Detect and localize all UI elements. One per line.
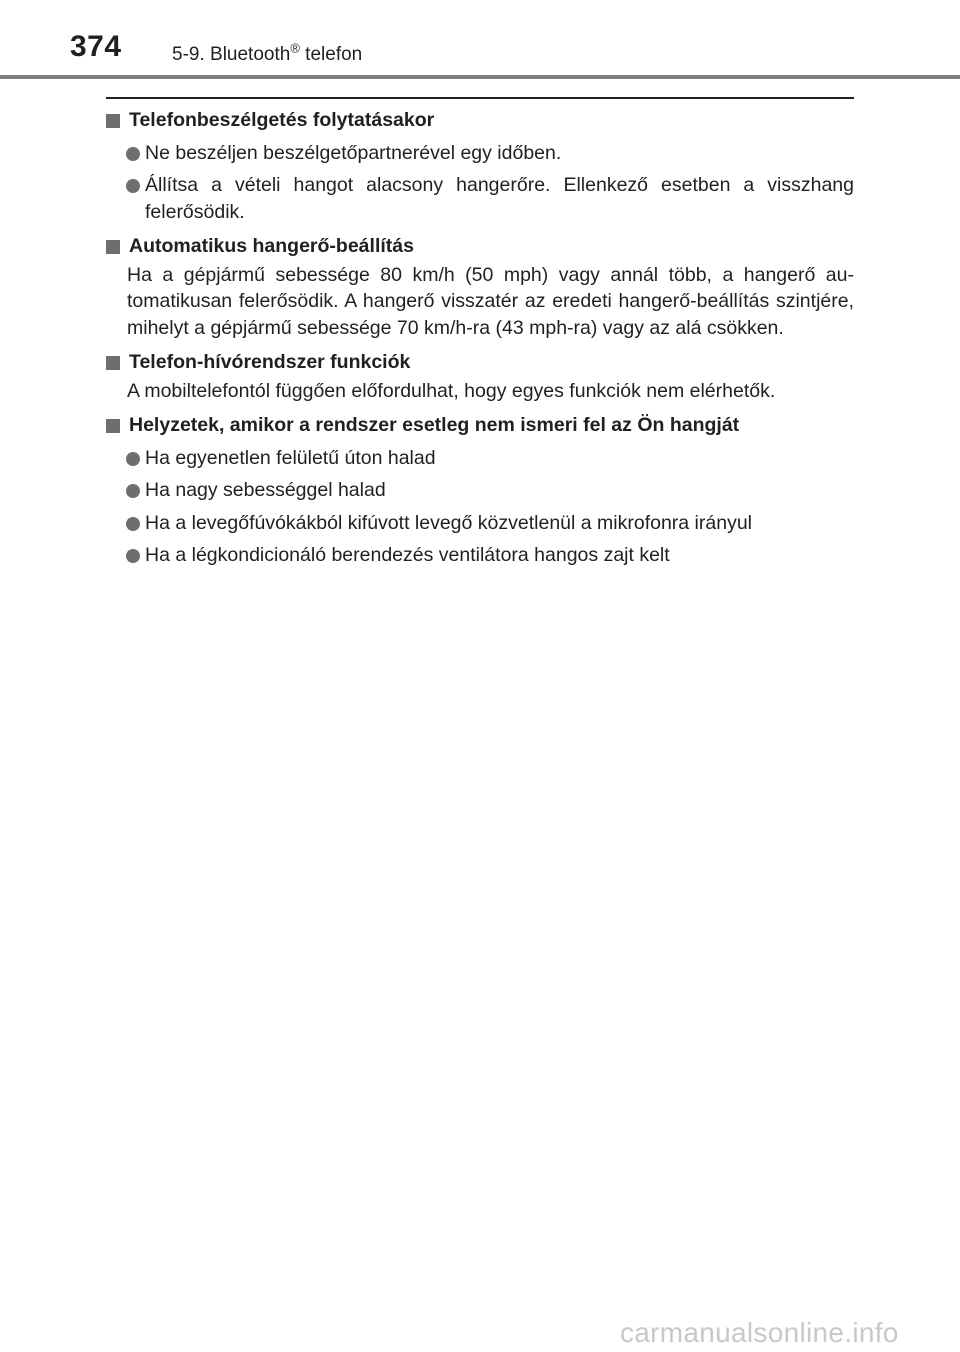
round-bullet-icon: [126, 517, 140, 531]
list-item-text: Ha a levegőfúvókákból kifúvott levegő közvetlenül a mikrofonra irányul: [145, 511, 752, 534]
list-item: [106, 542, 854, 569]
heading-text: Telefonbeszélgetés folytatásakor: [129, 109, 435, 131]
square-bullet-icon: [106, 114, 120, 128]
square-bullet-icon: [106, 240, 120, 254]
section-heading-conversation: [106, 107, 854, 134]
round-bullet-icon: [126, 484, 140, 498]
list-item-text: Ha egyenetlen felületű úton halad: [145, 446, 436, 469]
header-divider: [0, 75, 960, 79]
page-content: [106, 107, 854, 569]
watermark-logo: carmanualsonline.info: [620, 1317, 899, 1348]
heading-text: Automatikus hangerő-beállítás: [129, 235, 414, 257]
list-item-text: Ne beszéljen beszélgetőpartnerével egy időben.: [145, 141, 562, 164]
section-title-prefix: 5-9. Bluetooth: [172, 44, 291, 65]
list-item-text: Ha a légkondicionáló berendezés ventilátora hangos zajt kelt: [145, 544, 670, 566]
list-item: [106, 172, 854, 225]
list-item: [106, 477, 854, 504]
registered-mark: ®: [290, 40, 300, 56]
square-bullet-icon: [106, 419, 120, 433]
list-item: [106, 510, 854, 537]
section-heading-phone-functions: [106, 349, 854, 376]
list-item: [106, 445, 854, 472]
round-bullet-icon: [126, 549, 140, 563]
content-top-rule: [106, 97, 854, 99]
paragraph-auto-volume: Ha a gépjármű sebessége 80 km/h (50 mph) vagy annál több, a hangerő au-tomatikusan felerősödik. A hangerő visszatér az eredeti hangerő-beállítás szintjére, mihelyt a gépjármű sebessége 70 km/h-ra (43 mph-ra) vagy az alá csökken.: [127, 263, 854, 339]
list-item-text: Ha nagy sebességgel halad: [145, 479, 386, 501]
list-item: [106, 140, 854, 167]
round-bullet-icon: [126, 179, 140, 193]
section-title-suffix: telefon: [299, 44, 363, 65]
square-bullet-icon: [106, 356, 120, 370]
page-header: [0, 0, 960, 80]
page-number: 374: [70, 30, 122, 63]
section-heading-voice-recognition: [106, 412, 854, 439]
list-item-text: Állítsa a vételi hangot alacsony hangerőre. Ellenkező esetben a visszhang felerősödik.: [145, 174, 854, 223]
round-bullet-icon: [126, 452, 140, 466]
paragraph-phone-functions: A mobiltelefontól függően előfordulhat, hogy egyes funkciók nem elérhetők.: [127, 379, 776, 402]
heading-text: Helyzetek, amikor a rendszer esetleg nem ismeri fel az Ön hangját: [129, 414, 740, 436]
section-title: [172, 40, 363, 67]
round-bullet-icon: [126, 147, 140, 161]
heading-text: Telefon-hívórendszer funkciók: [129, 351, 411, 373]
section-heading-auto-volume: [106, 233, 854, 260]
